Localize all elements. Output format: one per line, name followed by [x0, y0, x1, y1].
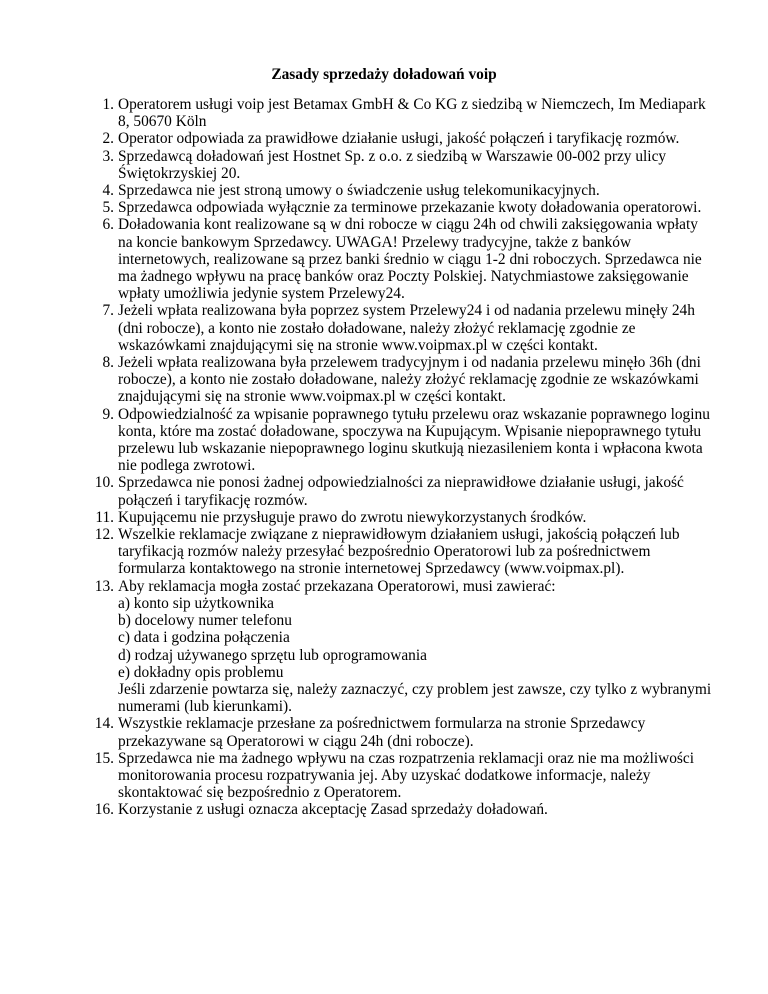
- rule-number: 12.: [94, 526, 114, 544]
- rule-item: [94, 715, 713, 750]
- rule-text: Operator odpowiada za prawidłowe działanie usługi, jakość połączeń i taryfikację rozmów.: [118, 130, 680, 148]
- rule-item: [102, 130, 713, 148]
- document-title: Zasady sprzedaży doładowań voip: [271, 66, 497, 83]
- rule-number: 6.: [102, 216, 114, 234]
- rule-text: Jeżeli wpłata realizowana była przelewem tradycyjnym i od nadania przelewu minęło 36h (dni robocze), a konto nie zostało doładowane, należy złożyć reklamację zgodnie ze wskazówkami znajdującymi się na stronie www.voipmax.pl w części kontakt.: [118, 354, 701, 406]
- rule-text: Wszystkie reklamacje przesłane za pośrednictwem formularza na stronie Sprzedawcy przekazywane są Operatorowi w ciągu 24h (dni robocze).: [118, 715, 646, 750]
- rule-item: [102, 216, 713, 303]
- rule-number: 3.: [102, 147, 114, 165]
- complaint-requirement: e) dokładny opis problemu: [118, 663, 284, 681]
- rule-text: Sprzedawcą doładowań jest Hostnet Sp. z o.o. z siedzibą w Warszawie 00-002 przy ulicy Świętokrzyskiej 20.: [118, 147, 667, 182]
- rule-item: [102, 199, 713, 217]
- complaint-requirement: d) rodzaj używanego sprzętu lub oprogramowania: [118, 646, 427, 664]
- complaint-note: Jeśli zdarzenie powtarza się, należy zaznaczyć, czy problem jest zawsze, czy tylko z wybranymi numerami (lub kierunkami).: [118, 680, 712, 716]
- rule-number: 13.: [94, 577, 114, 595]
- rule-number: 15.: [94, 749, 114, 767]
- rule-number: 8.: [102, 354, 114, 372]
- rule-item: [102, 354, 713, 406]
- rule-item: [94, 801, 713, 819]
- rule-item: [95, 508, 713, 526]
- rule-number: 11.: [95, 508, 114, 526]
- rule-text: Jeżeli wpłata realizowana była poprzez system Przelewy24 i od nadania przelewu minęły 24h (dni robocze), a konto nie zostało doładowane, należy złożyć reklamację zgodnie ze wskazówkami znajdującymi się na stronie www.voipmax.pl w części kontakt.: [118, 302, 695, 354]
- rule-text: Aby reklamacja mogła zostać przekazana Operatorowi, musi zawierać:: [118, 577, 556, 595]
- complaint-requirements-list: [118, 595, 713, 681]
- rule-text: Odpowiedzialność za wpisanie poprawnego tytułu przelewu oraz wskazanie poprawnego loginu konta, które ma zostać doładowane, spoczywa na Kupującym. Wpisanie niepoprawnego tytułu przelewu lub wskazanie niepoprawnego loginu skutkują niezasileniem konta i wpłacona kwota nie podlega zwrotowi.: [118, 405, 710, 475]
- rule-number: 2.: [102, 130, 114, 148]
- rule-text: Doładowania kont realizowane są w dni robocze w ciągu 24h od chwili zaksięgowania wpłaty na koncie bankowym Sprzedawcy. UWAGA! Przelewy tradycyjne, także z banków internetowych, realizowane są przez banki średnio w ciągu 1-2 dni roboczych. Sprzedawca nie ma żadnego wpływu na pracę banków oraz Poczty Polskiej. Natychmiastowe zaksięgowanie wpłaty umożliwia jedynie system Przelewy24.: [118, 216, 702, 303]
- rule-item: [102, 147, 713, 182]
- rule-item: [94, 526, 713, 578]
- complaint-requirement: a) konto sip użytkownika: [118, 594, 275, 612]
- complaint-requirement: c) data i godzina połączenia: [118, 629, 290, 647]
- rule-item: [102, 96, 713, 131]
- rule-number: 5.: [102, 199, 114, 217]
- rule-number: 16.: [94, 801, 114, 819]
- rule-text: Sprzedawca odpowiada wyłącznie za terminowe przekazanie kwoty doładowania operatorowi.: [118, 199, 702, 217]
- rule-text: Sprzedawca nie jest stroną umowy o świadczenie usług telekomunikacyjnych.: [118, 182, 600, 200]
- rule-number: 14.: [94, 715, 114, 733]
- rule-text: Korzystanie z usługi oznacza akceptację Zasad sprzedaży doładowań.: [118, 801, 548, 819]
- rule-item: [102, 302, 713, 354]
- rule-number: 7.: [102, 302, 114, 320]
- rule-number: 9.: [102, 405, 114, 423]
- rule-number: 4.: [102, 182, 114, 200]
- rule-text: Operatorem usługi voip jest Betamax GmbH & Co KG z siedzibą w Niemczech, Im Mediapark 8, 50670 Köln: [118, 96, 706, 131]
- rule-text: Sprzedawca nie ponosi żadnej odpowiedzialności za nieprawidłowe działanie usługi, jakość połączeń i taryfikację rozmów.: [118, 474, 684, 509]
- rule-text: Kupującemu nie przysługuje prawo do zwrotu niewykorzystanych środków.: [118, 508, 587, 526]
- rule-item: [94, 474, 713, 509]
- rule-item: [102, 405, 713, 475]
- rule-item: [102, 182, 713, 200]
- rules-list: [94, 96, 713, 819]
- rule-number: 10.: [94, 474, 114, 492]
- complaint-requirement: b) docelowy numer telefonu: [118, 612, 292, 630]
- rule-number: 1.: [102, 96, 114, 113]
- rule-text: Sprzedawca nie ma żadnego wpływu na czas rozpatrzenia reklamacji oraz nie ma możliwości monitorowania procesu rozpatrywania jej. Aby uzyskać dodatkowe informacje, należy skontaktować się bezpośrednio z Operatorem.: [118, 749, 695, 802]
- rule-item: [94, 749, 713, 802]
- rule-text: Wszelkie reklamacje związane z nieprawidłowym działaniem usługi, jakością połączeń lub taryfikacją rozmów należy przesyłać bezpośrednio Operatorowi lub za pośrednictwem formularza kontaktowego na stronie internetowej Sprzedawcy (www.voipmax.pl).: [118, 526, 680, 578]
- rule-item: [94, 577, 713, 716]
